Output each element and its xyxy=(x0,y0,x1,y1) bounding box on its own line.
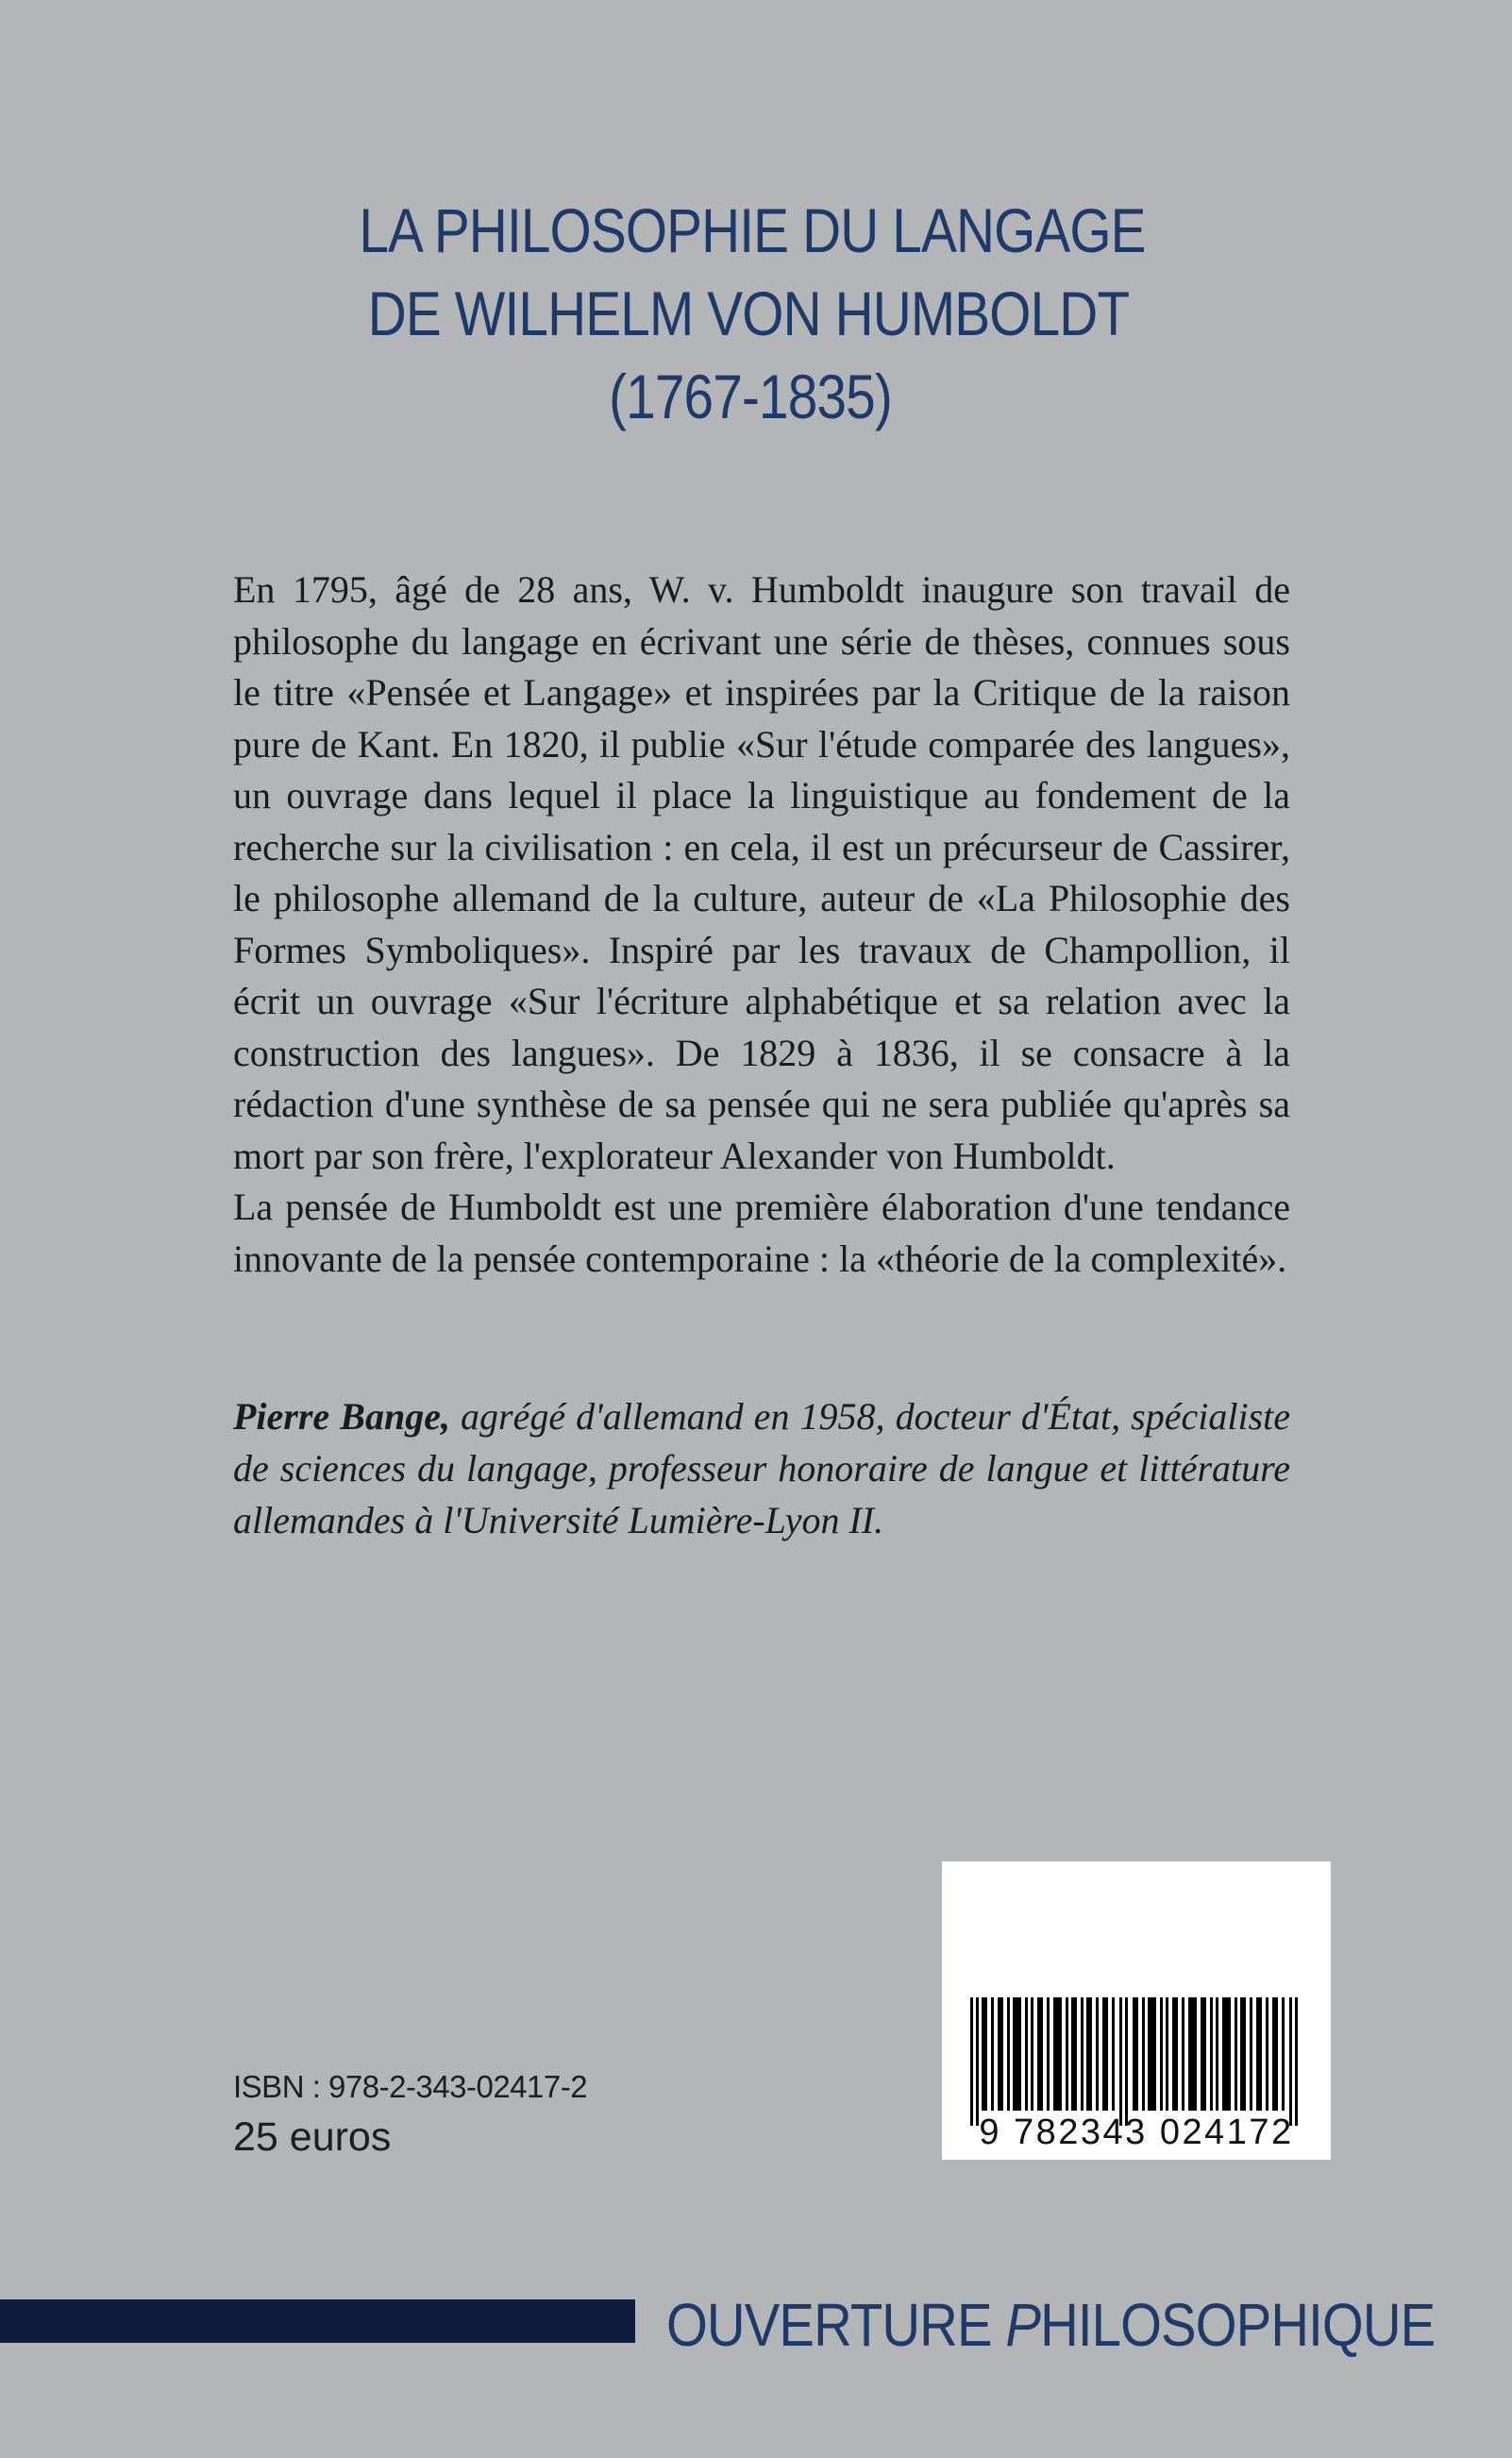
summary-paragraph-1: En 1795, âgé de 28 ans, W. v. Humboldt inaugure son travail de philosophe du langage en écrivant une série de thèses, connues sous le titre «Pensée et Langage» et inspirées par la Critique de la raison pure de Kant. En 1820, il publie «Sur l'étude comparée des langues», un ouvrage dans lequel il place la linguistique au fondement de la recherche sur la civilisation : en cela, il est un précurseur de Cassirer, le philosophe allemand de la culture, auteur de «La Philosophie des Formes Symboliques». Inspiré par les travaux de Champollion, il écrit un ouvrage «Sur l'écriture alphabétique et sa relation avec la construction des langues». De 1829 à 1836, il se consacre à la rédaction d'une synthèse de sa pensée qui ne sera publiée qu'après sa mort par son frère, l'explorateur Alexander von Humboldt. xyxy=(233,568,1290,1177)
title-line-1: LA PHILOSOPHIE DU LANGAGE xyxy=(359,195,1146,265)
sticker-blank-area xyxy=(942,1861,1331,1997)
barcode-digits: 9 782343 024172 xyxy=(979,2113,1294,2152)
author-name: Pierre Bange, xyxy=(233,1395,450,1438)
summary-text xyxy=(233,564,1290,1285)
author-bio-text: agrégé d'allemand en 1958, docteur d'État, spécialiste de sciences du langage, professeur honoraire de langue et littérature allemandes à l'Université Lumière-Lyon II. xyxy=(233,1395,1290,1541)
book-title xyxy=(0,189,1512,438)
title-line-2: DE WILHELM VON HUMBOLDT xyxy=(367,278,1130,348)
price: 25 euros xyxy=(233,2114,392,2160)
summary-paragraph-2: La pensée de Humboldt est une première élaboration d'une tendance innovante de la pensée contemporaine : la «théorie de la complexité». xyxy=(233,1186,1290,1280)
series-name xyxy=(666,2290,1435,2360)
author-bio xyxy=(233,1390,1290,1546)
series-name-prefix: OUVERTURE xyxy=(666,2291,1006,2359)
series-name-p: P xyxy=(1005,2291,1041,2359)
barcode-icon xyxy=(963,1997,1314,2126)
series-strip xyxy=(0,2299,635,2343)
title-dates: (1767-1835) xyxy=(609,362,892,431)
isbn: ISBN : 978-2-343-02417-2 xyxy=(233,2069,588,2104)
series-name-rest: HILOSOPHIQUE xyxy=(1040,2291,1436,2359)
